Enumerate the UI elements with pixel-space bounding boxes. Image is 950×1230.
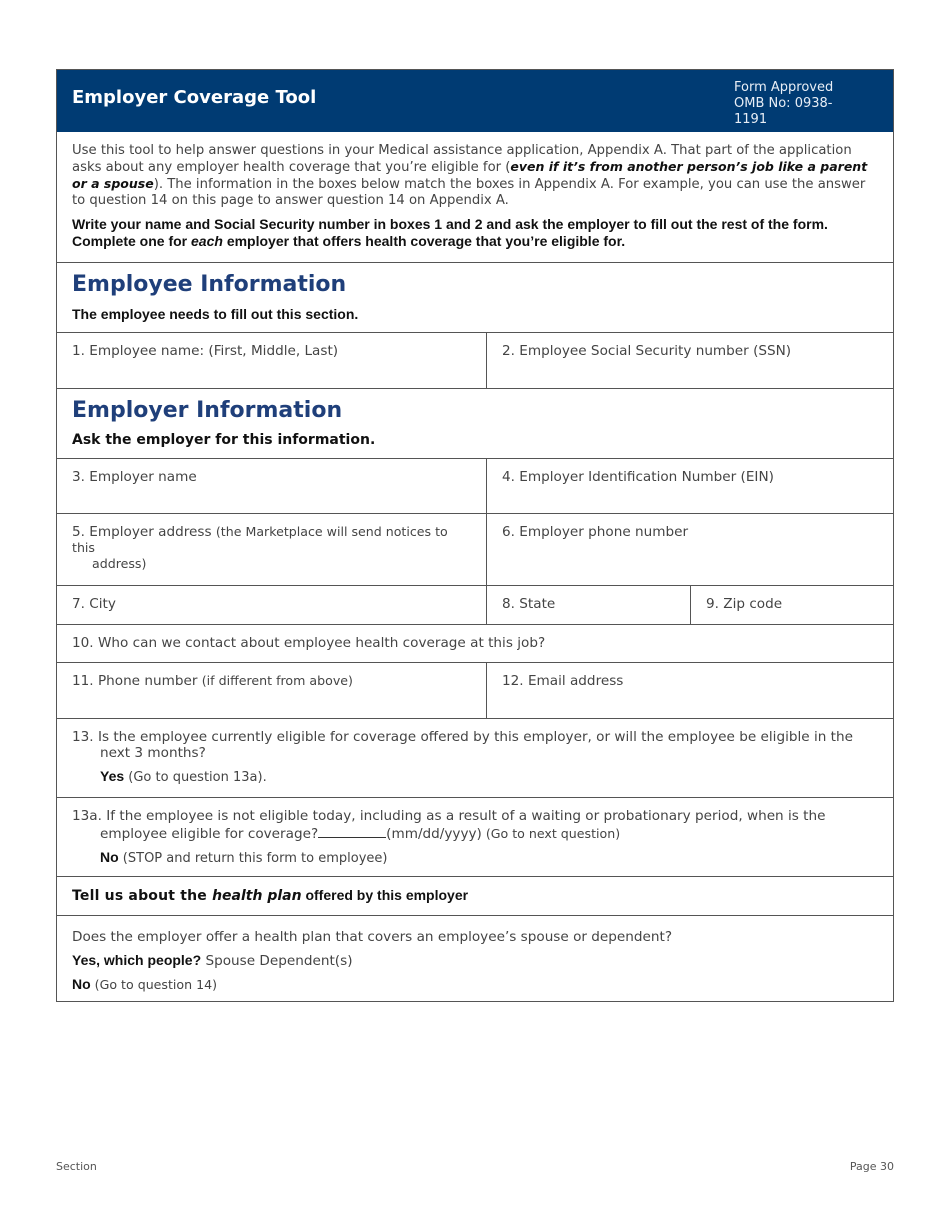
footer-section-label: Section [56,1160,97,1173]
q13a-question-text: 13a. If the employee is not eligible today, including as a result of a waiting or probationary period, when is the employee eligible for coverage? [72,808,826,842]
employer-phone-label: 6. Employer phone number [502,524,689,540]
state-field[interactable] [486,586,690,624]
omb-approval: Form Approved OMB No: 0938-1191 [734,80,834,127]
row-city-state-zip [57,586,893,625]
employer-name-field[interactable] [57,459,486,513]
q13-yes-option[interactable] [72,768,878,786]
row-contact [57,625,893,663]
plan-yes-option[interactable] [72,952,878,969]
contact-phone-note: (if different from above) [201,673,353,688]
state-label: 8. State [502,596,556,612]
intro-instructions [72,216,878,250]
plan-yes-choices: Spouse Dependent(s) [201,953,353,969]
intro-text-b: ). The information in the boxes below match the boxes in Appendix A. For example, you can use the answer to question 14 on this page to answer question 14 on Appendix A. [72,177,866,208]
employer-address-label: 5. Employer address [72,524,216,540]
plan-dependent-coverage [57,916,893,1001]
instr-a: Write your name and Social Security number in boxes 1 and 2 and ask the employer to fill out the rest of the form. Complete one for [72,216,828,249]
q13a-no-note: (STOP and return this form to employee) [118,851,388,866]
row-q13 [57,719,893,798]
employee-name-field[interactable] [57,333,486,388]
email-field[interactable] [486,663,893,718]
row-employer-address-phone [57,514,893,586]
intro-text [72,143,878,209]
employer-info-subtitle: Ask the employer for this information. [72,432,376,448]
employer-address-field[interactable] [57,514,486,585]
q13a-note: (Go to next question) [481,826,621,841]
employer-info-heading: Employer Information [72,398,343,423]
plan-title-a: Tell us about the [72,888,213,904]
employee-ssn-label: 2. Employee Social Security number (SSN) [502,343,792,359]
employer-info-header [57,389,893,459]
intro-text-a: Use this tool to help answer questions in your Medical assistance application, Appendix A. That part of the application asks about any employer health coverage that you’re eligible for ( [72,143,852,175]
contact-field[interactable] [57,625,893,662]
employer-address-note-cont: address) [92,556,147,571]
zip-label: 9. Zip code [706,596,783,612]
health-plan-title [57,877,893,915]
plan-title-emphasis: health plan [212,888,302,904]
row-q13a [57,798,893,877]
employee-info-subtitle: The employee needs to fill out this section. [72,306,359,322]
row-employee-name-ssn [57,333,893,389]
employer-phone-field[interactable] [486,514,893,585]
plan-title-b: offered by this employer [301,887,469,903]
row-phone-email [57,663,893,719]
plan-no-option[interactable] [72,976,878,993]
contact-phone-field[interactable] [57,663,486,718]
row-employer-name-ein [57,459,893,514]
row-plan-question [57,916,893,1001]
q13-yes-label: Yes [100,768,125,784]
intro-text-emphasis: even if it’s from another person’s job like a parent or a spouse [72,159,868,191]
footer-page-number: Page 30 [849,1160,894,1173]
employee-ssn-field[interactable] [486,333,893,388]
employer-coverage-form [56,69,894,1002]
city-field[interactable] [57,586,486,624]
employee-info-header [57,263,893,333]
employer-ein-label: 4. Employer Identification Number (EIN) [502,469,774,485]
employer-ein-field[interactable] [486,459,893,513]
q13a-question [72,808,878,842]
city-label: 7. City [72,596,116,612]
plan-no-note: (Go to question 14) [90,977,218,992]
plan-yes-label: Yes, which people? [72,952,202,968]
q13-eligibility [57,719,893,797]
zip-field[interactable] [690,586,893,624]
instr-b: employer that offers health coverage that you’re eligible for. [222,233,626,249]
q13-yes-note: (Go to question 13a). [124,770,267,785]
form-header [57,70,893,132]
form-title: Employer Coverage Tool [72,87,317,108]
plan-question: Does the employer offer a health plan that covers an employee’s spouse or dependent? [72,929,673,945]
row-plan-title [57,877,893,916]
email-label: 12. Email address [502,673,624,689]
instr-emphasis: each [191,233,223,249]
contact-phone-label: 11. Phone number [72,673,202,689]
q13-question: 13. Is the employee currently eligible for coverage offered by this employer, or will the employee be eligible in the next 3 months? [72,729,853,761]
plan-no-label: No [72,976,91,992]
employee-name-label: 1. Employee name: (First, Middle, Last) [72,343,339,359]
q13a-no-label: No [100,849,119,865]
contact-label: 10. Who can we contact about employee health coverage at this job? [72,635,546,651]
employee-info-heading: Employee Information [72,272,347,297]
q13a-date-format: (mm/dd/yyyy) [386,826,482,842]
employer-address-note: (the Marketplace will send notices to this [72,524,448,555]
intro-section [57,132,893,263]
q13a-eligibility-date [57,798,893,876]
q13a-no-option[interactable] [72,849,878,867]
q13a-date-input[interactable] [318,824,386,838]
employer-name-label: 3. Employer name [72,469,197,485]
